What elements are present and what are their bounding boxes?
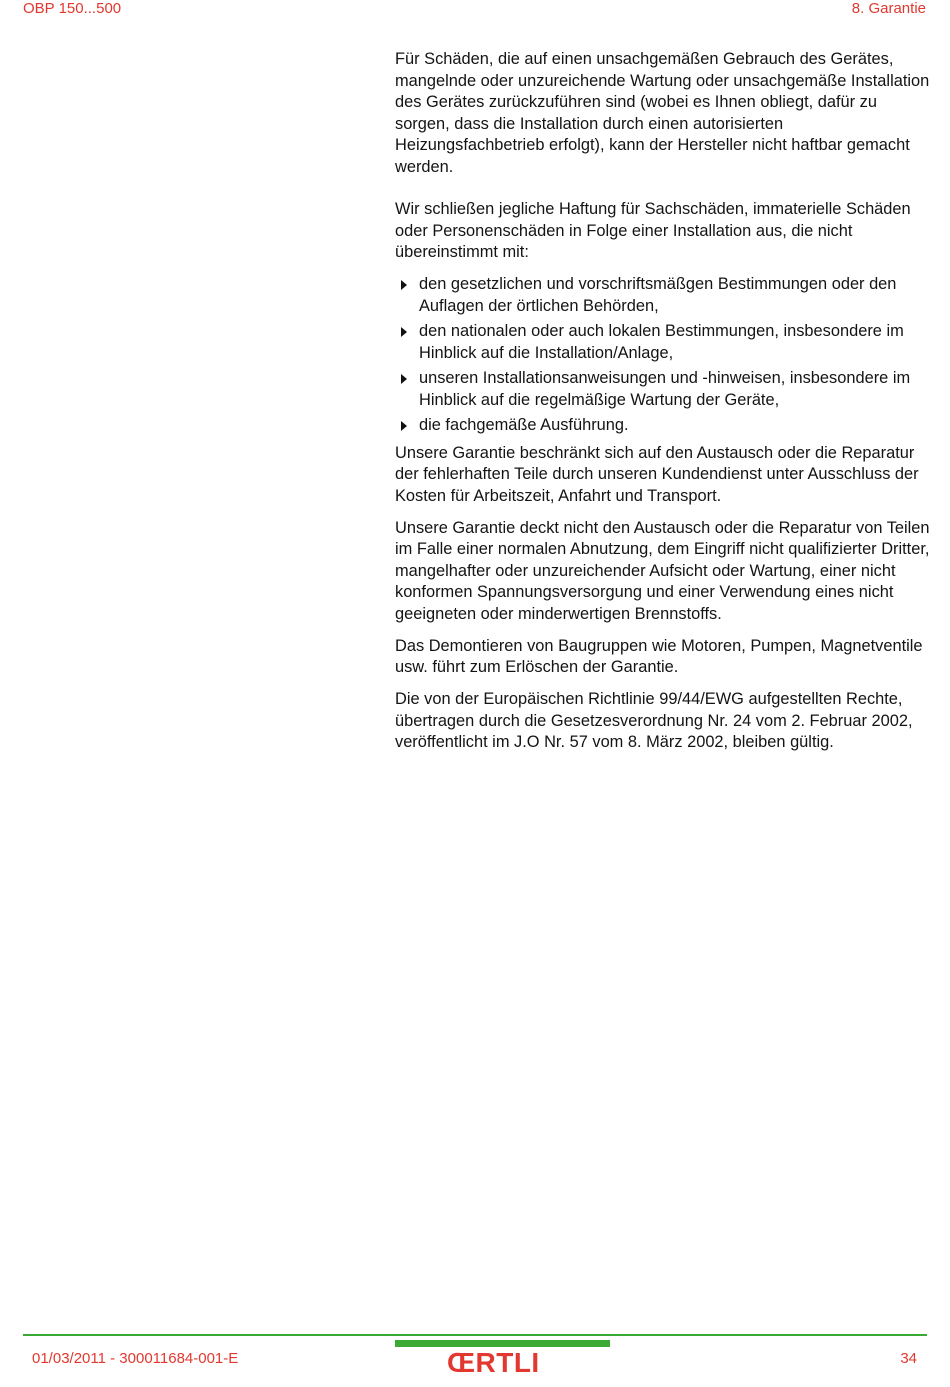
paragraph-liability-exclusion: Wir schließen jegliche Haftung für Sachschäden, immaterielle Schäden oder Personenschäden in Folge einer Installation aus, die nicht übereinstimmt mit: [395,200,911,261]
paragraph-warranty-exclusions: Unsere Garantie deckt nicht den Austausch oder die Reparatur von Teilen im Falle einer normalen Abnutzung, dem Eingriff nicht qualifizierter Dritter, mangelhafter oder unzureichender Aufsicht oder Wartung, einer nicht konformen Spannungsversorgung und einer Verwendung eines nicht geeigneten oder minderwertigen Brennstoffs. [395,518,930,623]
paragraph-dismantling: Das Demontieren von Baugruppen wie Motoren, Pumpen, Magnetventile usw. führt zum Erlöschen der Garantie. [395,636,923,676]
page-number: 34 [900,1350,917,1367]
header-document-title: OBP 150...500 [23,0,122,17]
triangle-right-icon [401,280,407,290]
list-item-text: den gesetzlichen und vorschriftsmäßgen Bestimmungen oder den Auflagen der örtlichen Behörden, [419,275,897,315]
triangle-right-icon [401,374,407,384]
bullet-list [395,274,930,437]
header-section-title: 8. Garantie [851,0,926,17]
list-item-text: den nationalen oder auch lokalen Bestimmungen, insbesondere im Hinblick auf die Installation/Anlage, [419,322,904,362]
list-item [395,415,930,437]
paragraph-warranty-scope: Unsere Garantie beschränkt sich auf den Austausch oder die Reparatur der fehlerhaften Teile durch unseren Kundendienst unter Ausschluss der Kosten für Arbeitszeit, Anfahrt und Transport. [395,443,919,505]
list-item-text: unseren Installationsanweisungen und -hinweisen, insbesondere im Hinblick auf die regelmäßige Wartung der Geräte, [419,369,911,409]
footer-divider [23,1334,927,1336]
list-item [395,274,930,317]
main-content [395,49,930,764]
paragraph-eu-directive: Die von der Europäischen Richtlinie 99/44/EWG aufgestellten Rechte, übertragen durch die Gesetzesverordnung Nr. 24 vom 2. Februar 2002, veröffentlicht im J.O Nr. 57 vom 8. März 2002, bleiben gültig. [395,690,913,751]
paragraph-liability-damage: Für Schäden, die auf einen unsachgemäßen Gebrauch des Gerätes, mangelnde oder unzureichende Wartung oder unsachgemäße Installation des Gerätes zurückzuführen sind (wobei es Ihnen obliegt, dafür zu sorgen, dass die Installation durch einen autorisierten Heizungsfachbetrieb erfolgt), kann der Hersteller nicht haftbar gemacht werden. [395,50,930,176]
logo-text: ŒRTLI [447,1347,540,1378]
list-item [395,321,930,364]
triangle-right-icon [401,421,407,431]
list-item [395,368,930,411]
footer-accent-bar [395,1340,610,1347]
triangle-right-icon [401,327,407,337]
list-item-text: die fachgemäße Ausführung. [419,416,629,434]
oertli-logo [447,1349,540,1377]
footer-date-reference: 01/03/2011 - 300011684-001-E [32,1350,239,1367]
